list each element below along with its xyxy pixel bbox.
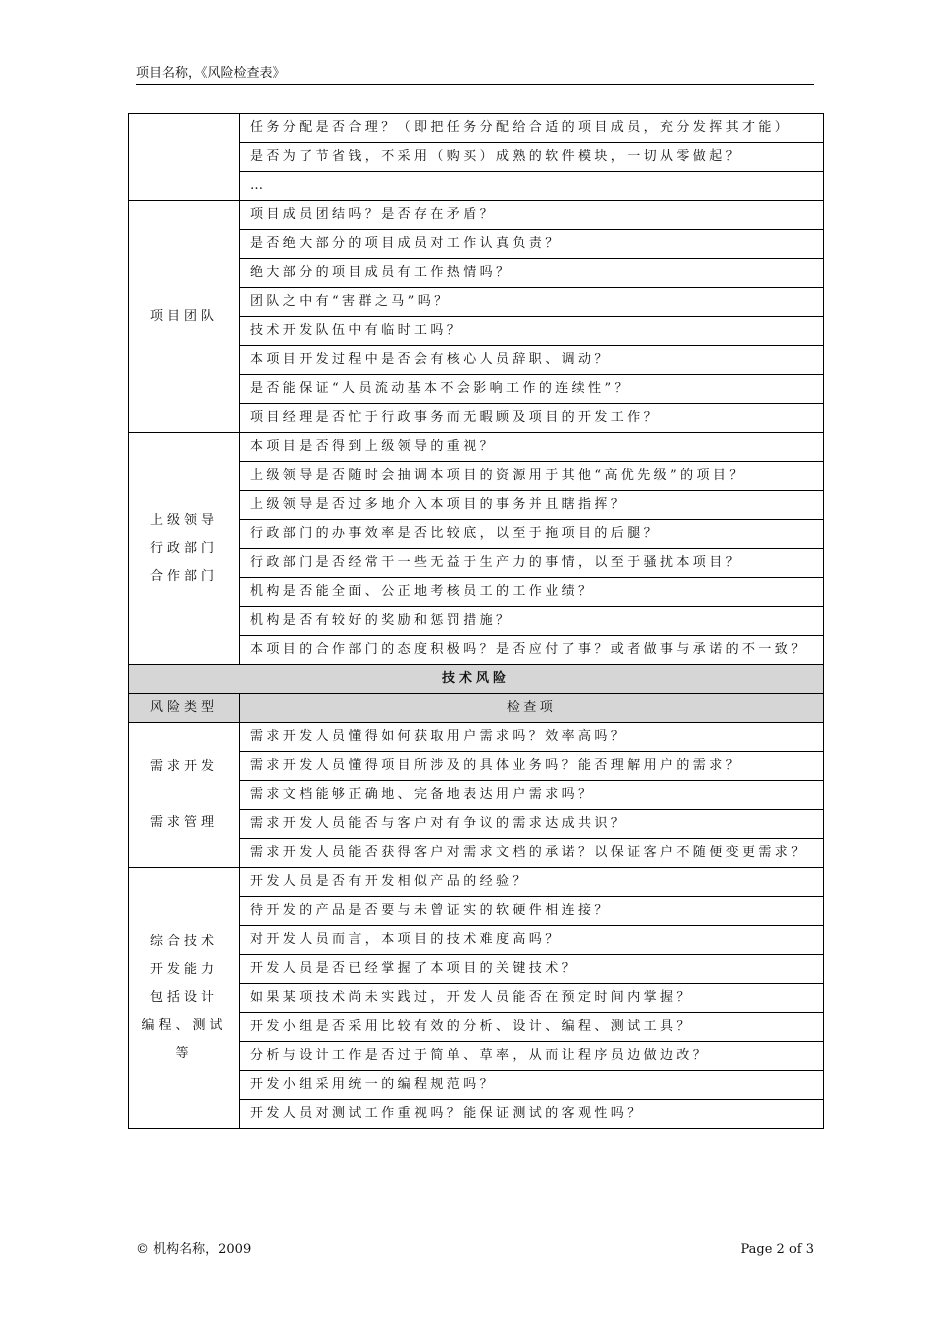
- table-row: [129, 433, 824, 462]
- risk-category-label: 行政部门: [149, 540, 218, 556]
- check-item: 需求文档能够正确地、完备地表达用户需求吗？: [240, 781, 824, 810]
- risk-category-label: 编程、测试: [141, 1018, 227, 1033]
- check-item: 团队之中有“害群之马”吗？: [240, 288, 824, 317]
- check-item: 是否能保证“人员流动基本不会影响工作的连续性”？: [240, 375, 824, 404]
- section-header-row: [129, 665, 824, 694]
- check-item: 本项目是否得到上级领导的重视？: [240, 433, 824, 462]
- risk-category-label: 上级领导: [149, 512, 218, 528]
- check-item: 机构是否有较好的奖励和惩罚措施？: [240, 607, 824, 636]
- footer-page-number: Page 2 of 3: [740, 1242, 814, 1257]
- check-item: 项目经理是否忙于行政事务而无暇顾及项目的开发工作？: [240, 404, 824, 433]
- table-row: [129, 201, 824, 230]
- check-item: 技术开发队伍中有临时工吗？: [240, 317, 824, 346]
- check-item: …: [240, 172, 824, 201]
- table-row: [129, 868, 824, 897]
- section-title: 技术风险: [129, 665, 824, 694]
- risk-category-label: 开发能力: [149, 962, 218, 977]
- check-item: 待开发的产品是否要与未曾证实的软硬件相连接？: [240, 897, 824, 926]
- check-item: 行政部门是否经常干一些无益于生产力的事情，以至于骚扰本项目？: [240, 549, 824, 578]
- check-item: 本项目开发过程中是否会有核心人员辞职、调动？: [240, 346, 824, 375]
- risk-category-label: 需求开发: [149, 759, 218, 774]
- check-item: 绝大部分的项目成员有工作热情吗？: [240, 259, 824, 288]
- check-item: 需求开发人员能否与客户对有争议的需求达成共识？: [240, 810, 824, 839]
- check-item: 对开发人员而言，本项目的技术难度高吗？: [240, 926, 824, 955]
- check-item: 上级领导是否随时会抽调本项目的资源用于其他“高优先级”的项目？: [240, 462, 824, 491]
- column-header-category: 风险类型: [129, 694, 240, 723]
- check-item: 是否绝大部分的项目成员对工作认真负责？: [240, 230, 824, 259]
- risk-category-cell: [129, 723, 240, 868]
- risk-category-label: 包括设计: [149, 990, 218, 1005]
- risk-checklist-table: [128, 113, 824, 1129]
- check-item: 开发人员是否有开发相似产品的经验？: [240, 868, 824, 897]
- risk-category-label: 综合技术: [149, 934, 218, 949]
- check-item: 是否为了节省钱，不采用（购买）成熟的软件模块，一切从零做起？: [240, 143, 824, 172]
- check-item: 开发人员是否已经掌握了本项目的关键技术？: [240, 955, 824, 984]
- check-item: 如果某项技术尚未实践过，开发人员能否在预定时间内掌握？: [240, 984, 824, 1013]
- check-item: 本项目的合作部门的态度积极吗？是否应付了事？或者做事与承诺的不一致？: [240, 636, 824, 665]
- check-item: 开发人员对测试工作重视吗？能保证测试的客观性吗？: [240, 1100, 824, 1129]
- check-item: 开发小组是否采用比较有效的分析、设计、编程、测试工具？: [240, 1013, 824, 1042]
- risk-category-label: 等: [175, 1046, 193, 1061]
- table-row: [129, 114, 824, 143]
- risk-category-cell: [129, 201, 240, 433]
- risk-category-cell: [129, 433, 240, 665]
- check-item: 需求开发人员懂得如何获取用户需求吗？效率高吗？: [240, 723, 824, 752]
- check-item: 开发小组采用统一的编程规范吗？: [240, 1071, 824, 1100]
- page-header: [136, 64, 814, 85]
- check-item: 分析与设计工作是否过于简单、草率，从而让程序员边做边改？: [240, 1042, 824, 1071]
- risk-category-label: 合作部门: [149, 568, 218, 584]
- check-item: 需求开发人员懂得项目所涉及的具体业务吗？能否理解用户的需求？: [240, 752, 824, 781]
- column-header-row: [129, 694, 824, 723]
- risk-category-label: 需求管理: [149, 815, 218, 830]
- check-item: 上级领导是否过多地介入本项目的事务并且瞎指挥？: [240, 491, 824, 520]
- check-item: 项目成员团结吗？是否存在矛盾？: [240, 201, 824, 230]
- check-item: 需求开发人员能否获得客户对需求文档的承诺？以保证客户不随便变更需求？: [240, 839, 824, 868]
- check-item: 任务分配是否合理？（即把任务分配给合适的项目成员，充分发挥其才能）: [240, 114, 824, 143]
- risk-category-cell: [129, 114, 240, 201]
- risk-category-label: 项目团队: [149, 308, 218, 324]
- check-item: 行政部门的办事效率是否比较底，以至于拖项目的后腿？: [240, 520, 824, 549]
- check-item: 机构是否能全面、公正地考核员工的工作业绩？: [240, 578, 824, 607]
- column-header-item: 检查项: [240, 694, 824, 723]
- risk-category-cell: [129, 868, 240, 1129]
- document-title: 项目名称，《风险检查表》: [136, 66, 286, 81]
- table-row: [129, 723, 824, 752]
- footer-copyright: © 机构名称，2009: [136, 1242, 252, 1257]
